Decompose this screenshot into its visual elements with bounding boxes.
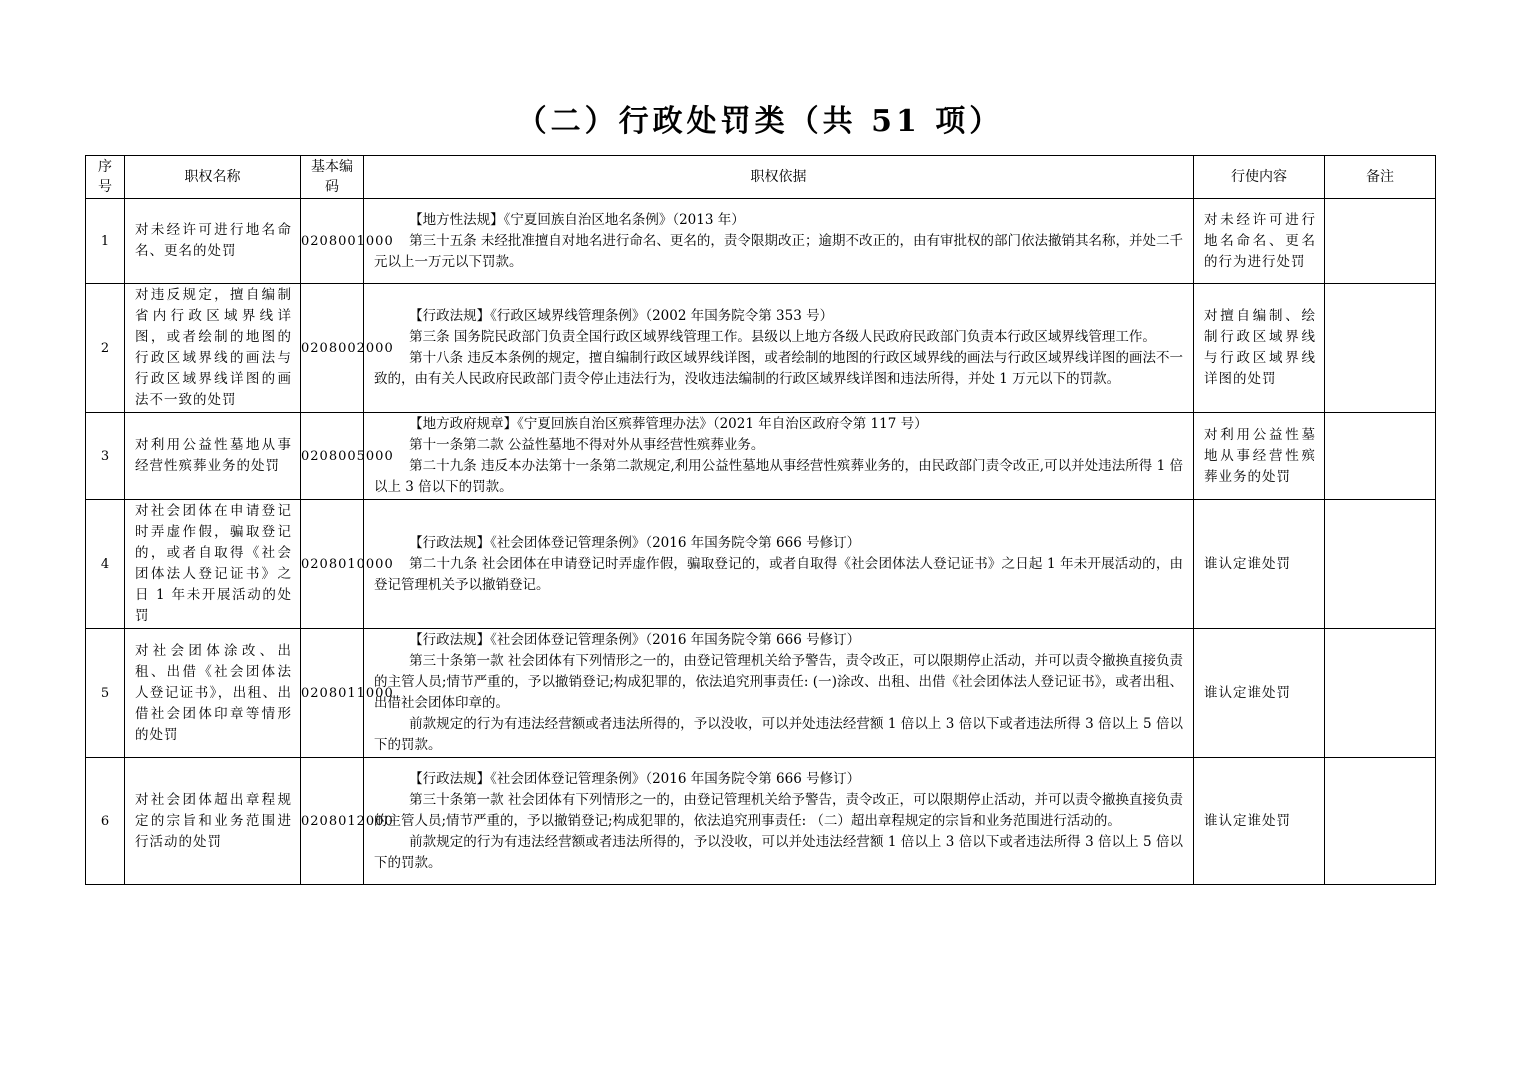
- row-note: [1325, 500, 1436, 629]
- row-note: [1325, 413, 1436, 500]
- basis-line: 前款规定的行为有违法经营额或者违法所得的，予以没收，可以并处违法经营额 1 倍以上 3 倍以下或者违法所得 3 倍以上 5 倍以下的罚款。: [374, 833, 1183, 871]
- row-name: 对未经许可进行地名命名、更名的处罚: [125, 199, 301, 284]
- basis-line: 【行政法规】《社会团体登记管理条例》（2016 年国务院令第 666 号修订）: [409, 632, 861, 648]
- row-basis: [364, 199, 1194, 284]
- row-content: 谁认定谁处罚: [1194, 629, 1325, 758]
- row-content: 谁认定谁处罚: [1194, 758, 1325, 885]
- row-content: 谁认定谁处罚: [1194, 500, 1325, 629]
- basis-line: 【地方政府规章】《宁夏回族自治区殡葬管理办法》（2021 年自治区政府令第 117 号）: [409, 416, 928, 432]
- powers-table: [85, 155, 1436, 885]
- row-code: 0208010000: [301, 500, 364, 629]
- row-content: 对未经许可进行地名命名、更名的行为进行处罚: [1194, 199, 1325, 284]
- row-name: 对利用公益性墓地从事经营性殡葬业务的处罚: [125, 413, 301, 500]
- row-content: 对利用公益性墓地从事经营性殡葬业务的处罚: [1194, 413, 1325, 500]
- row-note: [1325, 629, 1436, 758]
- basis-line: 第十一条第二款 公益性墓地不得对外从事经营性殡葬业务。: [409, 437, 765, 453]
- table-row: [86, 500, 1436, 629]
- table-row: [86, 199, 1436, 284]
- table-row: [86, 284, 1436, 413]
- row-no: 2: [86, 284, 125, 413]
- basis-line: 【行政法规】《社会团体登记管理条例》（2016 年国务院令第 666 号修订）: [409, 534, 861, 551]
- basis-line: 第十八条 违反本条例的规定，擅自编制行政区域界线详图，或者绘制的地图的行政区域界线的画法与行政区域界线详图的画法不一致的，由有关人民政府民政部门责令停止违法行为，没收违法编制的行政区域界线详图和违法所得，并处 1 万元以下的罚款。: [374, 350, 1183, 387]
- row-name: 对社会团体在申请登记时弄虚作假，骗取登记的，或者自取得《社会团体法人登记证书》之日 1 年未开展活动的处罚: [125, 500, 301, 629]
- basis-line: 第三十条第一款 社会团体有下列情形之一的，由登记管理机关给予警告，责令改正，可以限期停止活动，并可以责令撤换直接负责的主管人员;情节严重的，予以撤销登记;构成犯罪的，依法追究刑事责任: (一)涂改、出租、出借《社会团体法人登记证书》，或者出租、出借社会团体印章的。: [374, 653, 1183, 711]
- header-note: 备注: [1325, 156, 1436, 199]
- row-no: 5: [86, 629, 125, 758]
- row-no: 3: [86, 413, 125, 500]
- row-code: 0208002000: [301, 284, 364, 413]
- table-row: [86, 758, 1436, 885]
- table-row: [86, 413, 1436, 500]
- page-title: （二）行政处罚类（共 51 项）: [516, 104, 1004, 139]
- header-name: 职权名称: [125, 156, 301, 199]
- row-note: [1325, 199, 1436, 284]
- row-name: 对社会团体涂改、出租、出借《社会团体法人登记证书》，出租、出借社会团体印章等情形的处罚: [125, 629, 301, 758]
- row-code: 0208012000: [301, 758, 364, 885]
- row-no: 6: [86, 758, 125, 885]
- row-no: 1: [86, 199, 125, 284]
- basis-line: 前款规定的行为有违法经营额或者违法所得的，予以没收，可以并处违法经营额 1 倍以上 3 倍以下或者违法所得 3 倍以上 5 倍以下的罚款。: [374, 716, 1183, 753]
- row-basis: [364, 629, 1194, 758]
- basis-line: 第二十九条 社会团体在申请登记时弄虚作假，骗取登记的，或者自取得《社会团体法人登记证书》之日起 1 年未开展活动的，由登记管理机关予以撤销登记。: [374, 555, 1183, 593]
- row-basis: [364, 758, 1194, 885]
- row-code: 0208001000: [301, 199, 364, 284]
- row-note: [1325, 758, 1436, 885]
- basis-line: 【行政法规】《行政区域界线管理条例》（2002 年国务院令第 353 号）: [409, 308, 834, 324]
- row-name: 对社会团体超出章程规定的宗旨和业务范围进行活动的处罚: [125, 758, 301, 885]
- row-no: 4: [86, 500, 125, 629]
- basis-line: 【地方性法规】《宁夏回族自治区地名条例》（2013 年）: [409, 211, 745, 228]
- row-name: 对违反规定，擅自编制省内行政区域界线详图，或者绘制的地图的行政区域界线的画法与行政区域界线详图的画法不一致的处罚: [125, 284, 301, 413]
- header-basis: 职权依据: [364, 156, 1194, 199]
- row-basis: [364, 500, 1194, 629]
- header-content: 行使内容: [1194, 156, 1325, 199]
- basis-line: 第二十九条 违反本办法第十一条第二款规定,利用公益性墓地从事经营性殡葬业务的，由民政部门责令改正,可以并处违法所得 1 倍以上 3 倍以下的罚款。: [374, 458, 1183, 495]
- row-code: 0208011000: [301, 629, 364, 758]
- header-code: 基本编码: [301, 156, 364, 199]
- table-row: [86, 629, 1436, 758]
- basis-line: 第三条 国务院民政部门负责全国行政区域界线管理工作。县级以上地方各级人民政府民政部门负责本行政区域界线管理工作。: [409, 329, 1156, 345]
- row-basis: [364, 284, 1194, 413]
- table-header-row: [86, 156, 1436, 199]
- header-no: 序号: [86, 156, 125, 199]
- row-code: 0208005000: [301, 413, 364, 500]
- row-content: 对擅自编制、绘制行政区域界线与行政区域界线详图的处罚: [1194, 284, 1325, 413]
- basis-line: 【行政法规】《社会团体登记管理条例》（2016 年国务院令第 666 号修订）: [409, 770, 861, 787]
- row-note: [1325, 284, 1436, 413]
- basis-line: 第三十条第一款 社会团体有下列情形之一的，由登记管理机关给予警告，责令改正，可以限期停止活动，并可以责令撤换直接负责的主管人员;情节严重的，予以撤销登记;构成犯罪的，依法追究刑事责任: （二）超出章程规定的宗旨和业务范围进行活动的。: [374, 791, 1183, 829]
- basis-line: 第三十五条 未经批准擅自对地名进行命名、更名的，责令限期改正；逾期不改正的，由有审批权的部门依法撤销其名称，并处二千元以上一万元以下罚款。: [374, 232, 1183, 270]
- row-basis: [364, 413, 1194, 500]
